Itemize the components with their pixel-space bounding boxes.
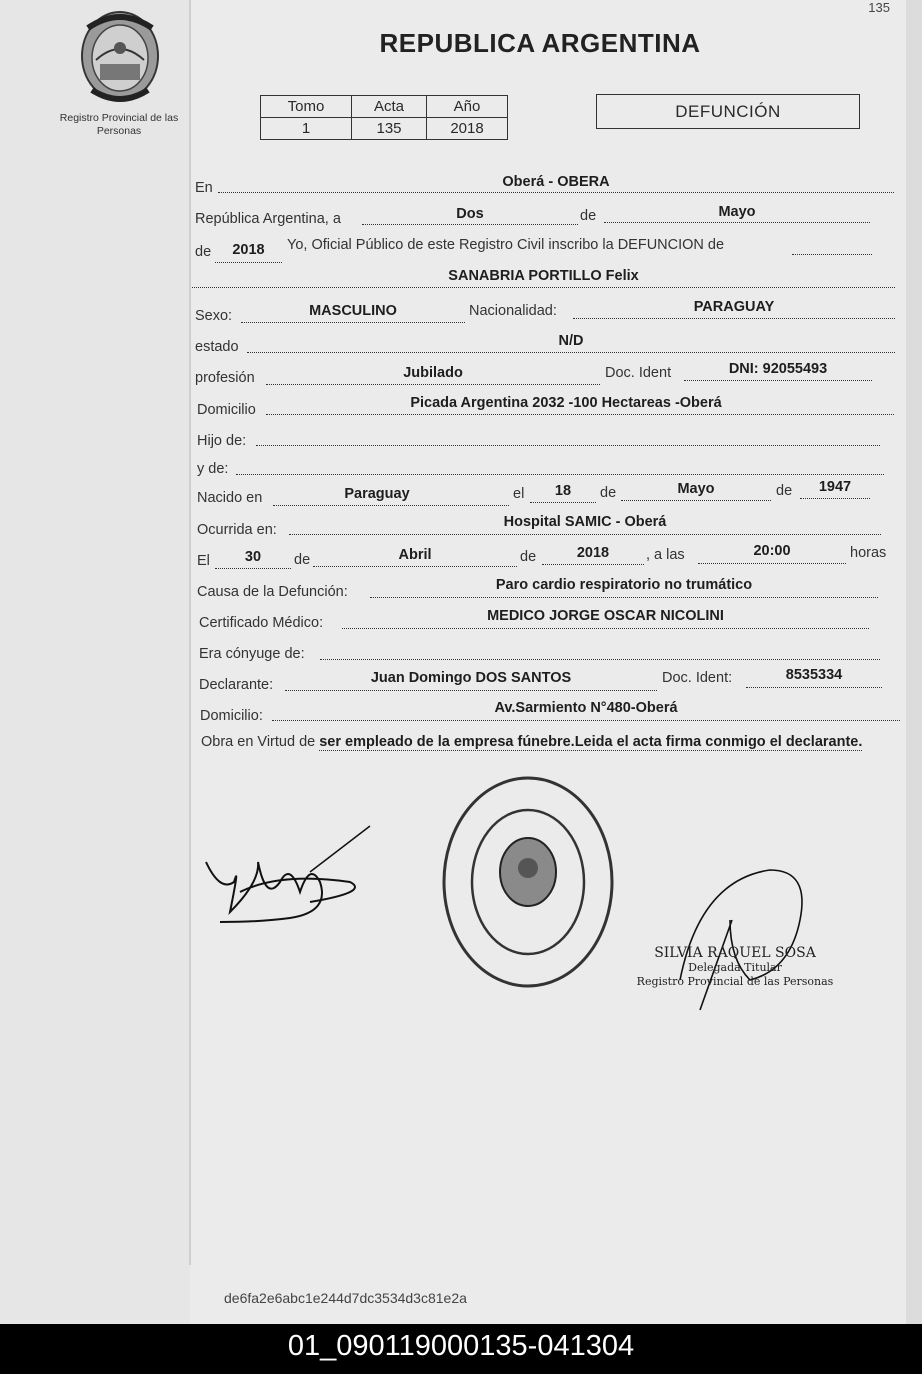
label-de: de [294, 552, 311, 568]
record-table [260, 95, 508, 140]
label-causa: Causa de la Defunción: [197, 584, 348, 600]
dotted-line [530, 502, 596, 503]
label-hijo-de: Hijo de: [197, 433, 247, 449]
dotted-line [746, 687, 882, 688]
value-declarante-doc: 8535334 [785, 667, 843, 683]
dotted-line [289, 534, 881, 535]
declarant-signature-icon [200, 822, 380, 932]
label-declarante: Declarante: [199, 677, 274, 693]
page-edge [906, 0, 922, 1324]
dotted-line [285, 690, 657, 691]
table-cell-acta: 135 [352, 118, 427, 140]
dotted-line [215, 568, 291, 569]
official-signature-block [630, 945, 840, 989]
value-def-dia: 30 [244, 549, 262, 565]
dotted-line [684, 380, 872, 381]
label-de: de [580, 208, 597, 224]
dotted-line [266, 414, 894, 415]
dotted-line [573, 318, 895, 319]
value-def-mes: Abril [398, 547, 432, 563]
label-republica: República Argentina, a [195, 211, 341, 227]
dotted-line [604, 222, 870, 223]
official-name: SILVIA RAQUEL SOSA [654, 945, 816, 961]
table-header: Año [427, 96, 508, 118]
table-cell-anio: 2018 [427, 118, 508, 140]
value-mes-inscripcion: Mayo [718, 204, 756, 220]
dotted-line [218, 192, 894, 193]
dotted-line [247, 352, 895, 353]
value-sexo: MASCULINO [309, 303, 397, 319]
label-certificado: Certificado Médico: [199, 615, 324, 631]
label-en: En [195, 180, 213, 196]
value-declarante-domicilio: Av.Sarmiento N°480-Oberá [494, 700, 678, 716]
value-nombre: SANABRIA PORTILLO Felix [448, 268, 639, 284]
label-profesion: profesión [195, 370, 255, 386]
dotted-line [273, 505, 509, 506]
label-doc-ident: Doc. Ident: [662, 670, 733, 686]
value-declarante: Juan Domingo DOS SANTOS [370, 670, 572, 686]
dotted-line [800, 498, 870, 499]
value-nacido-en: Paraguay [344, 486, 410, 502]
value-nacionalidad: PARAGUAY [693, 299, 775, 315]
dotted-line [542, 564, 644, 565]
table-cell-tomo: 1 [261, 118, 352, 140]
registry-label: Registro Provincial de las Personas [59, 112, 179, 137]
dotted-line [236, 474, 884, 475]
document-hash: de6fa2e6abc1e244d7dc3534d3c81e2a [224, 1290, 467, 1306]
official-role: Delegada Titular [688, 961, 782, 974]
dotted-line [362, 224, 578, 225]
official-signature-icon [660, 860, 820, 1020]
margin-divider [189, 0, 191, 1265]
value-causa: Paro cardio respiratorio no trumático [495, 577, 753, 593]
dotted-line [320, 659, 880, 660]
value-def-anio: 2018 [576, 545, 610, 561]
label-estado: estado [195, 339, 239, 355]
table-header: Acta [352, 96, 427, 118]
record-type-box: DEFUNCIÓN [596, 94, 860, 129]
label-doc-ident: Doc. Ident [605, 365, 672, 381]
dotted-line [241, 322, 465, 323]
label-nacido-en: Nacido en [197, 490, 263, 506]
dotted-line [621, 500, 771, 501]
value-certificado: MEDICO JORGE OSCAR NICOLINI [487, 608, 724, 624]
label-de: de [776, 483, 793, 499]
label-domicilio: Domicilio: [200, 708, 263, 724]
label-oficial: Yo, Oficial Público de este Registro Civil inscribo la DEFUNCION de [287, 237, 725, 253]
label-de: de [600, 485, 617, 501]
label-el: El [197, 553, 210, 569]
label-horas: horas [850, 545, 887, 561]
label-ocurrida-en: Ocurrida en: [197, 522, 277, 538]
official-office: Registro Provincial de las Personas [636, 975, 834, 988]
dotted-line [272, 720, 900, 721]
value-nac-mes: Mayo [677, 481, 715, 497]
label-y-de: y de: [197, 461, 229, 477]
official-stamp-icon [438, 772, 618, 992]
value-obra: ser empleado de la empresa fúnebre.Leida el acta firma conmigo el declarante. [319, 734, 863, 750]
value-nac-anio: 1947 [818, 479, 852, 495]
page-number: 135 [868, 0, 890, 15]
value-estado: N/D [558, 333, 584, 349]
value-anio-inscripcion: 2018 [232, 242, 265, 258]
dotted-line [342, 628, 869, 629]
dotted-line [792, 254, 872, 255]
value-dia-inscripcion: Dos [456, 206, 484, 222]
dotted-line [256, 445, 880, 446]
value-doc-ident: DNI: 92055493 [728, 361, 828, 377]
label-sexo: Sexo: [195, 308, 233, 324]
obra-paragraph [201, 731, 901, 753]
dotted-line [266, 384, 600, 385]
dotted-line [192, 287, 895, 288]
label-de: de [195, 244, 212, 260]
label-de: de [520, 549, 537, 565]
dotted-line [698, 563, 846, 564]
page-title: REPUBLICA ARGENTINA [379, 28, 701, 58]
value-profesion: Jubilado [403, 365, 463, 381]
value-lugar: Oberá - OBERA [502, 174, 610, 190]
left-margin-column [0, 0, 190, 1324]
province-crest-icon [78, 8, 162, 104]
dotted-line [313, 566, 517, 567]
value-ocurrida-en: Hospital SAMIC - Oberá [503, 514, 667, 530]
footer-code-bar: 01_090119000135-041304 [0, 1324, 922, 1374]
label-domicilio: Domicilio [197, 402, 256, 418]
dotted-line [215, 262, 282, 263]
value-nac-dia: 18 [554, 483, 572, 499]
label-nacionalidad: Nacionalidad: [469, 303, 557, 319]
table-header: Tomo [261, 96, 352, 118]
label-el: el [513, 486, 525, 502]
label-conyuge: Era cónyuge de: [199, 646, 305, 662]
label-obra: Obra en Virtud de [201, 734, 316, 750]
value-def-hora: 20:00 [753, 543, 791, 559]
dotted-line [370, 597, 878, 598]
value-domicilio: Picada Argentina 2032 -100 Hectareas -Oberá [410, 395, 722, 411]
label-a-las: , a las [646, 547, 685, 563]
